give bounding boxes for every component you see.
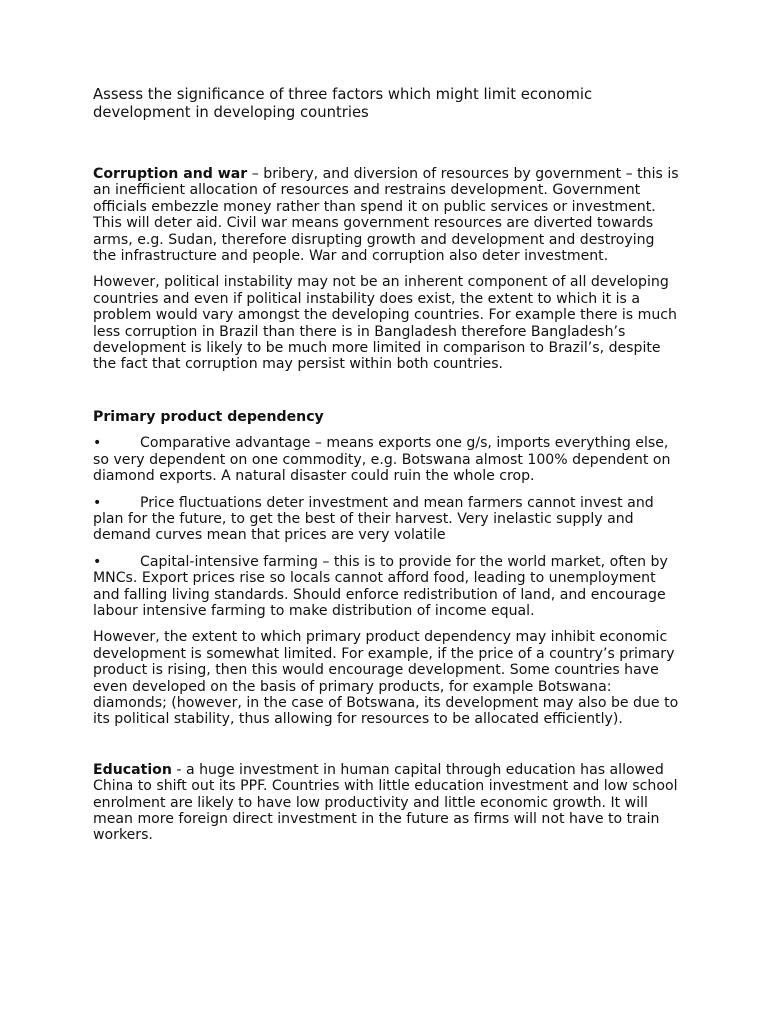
bullet-text: Price fluctuations deter investment and mean farmers cannot invest and plan for the future, to get the best of their harvest. Very inelastic supply and demand curves mean that prices are very volatile bbox=[93, 494, 654, 544]
bullet-item bbox=[93, 435, 679, 484]
education-intro-text: - a huge investment in human capital through education has allowed China to shift out its PPF. Countries with little education investment and low school enrolment are likely to have low productivity and little economic growth. It will mean more foreign direct investment in the future as firms will not have to train workers. bbox=[93, 761, 678, 844]
bullet-symbol: • bbox=[93, 553, 102, 570]
bullet-symbol: • bbox=[93, 494, 102, 511]
document-page bbox=[93, 86, 679, 854]
bullet-text: Comparative advantage – means exports one g/s, imports everything else, so very dependent on one commodity, e.g. Botswana almost 100% dependent on diamond exports. A natural disaster could ruin the whole crop. bbox=[93, 435, 671, 485]
bullet-item bbox=[93, 495, 679, 544]
primary-product-heading: Primary product dependency bbox=[93, 408, 324, 425]
corruption-intro-paragraph bbox=[93, 166, 679, 264]
bullet-symbol: • bbox=[93, 435, 102, 452]
corruption-heading: Corruption and war bbox=[93, 166, 248, 182]
corruption-intro-text: – bribery, and diversion of resources by government – this is an inefficient allocation of resources and restrains development. Government officials embezzle money rather than spend it on public services or investment. This will deter aid. Civil war means government resources are diverted towards arms, e.g. Sudan, therefore disrupting growth and development and destroying the infrastructure and people. War and corruption also deter investment. bbox=[93, 166, 679, 265]
education-paragraph bbox=[93, 762, 679, 844]
education-heading: Education bbox=[93, 761, 172, 778]
corruption-evaluation-paragraph: However, political instability may not be an inherent component of all developing countries and even if political instability does exist, the extent to which it is a problem would vary amongst the developing countries. For example there is much less corruption in Brazil than there is in Bangladesh therefore Bangladesh’s development is likely to be much more limited in comparison to Brazil’s, despite the fact that corruption may persist within both countries. bbox=[93, 274, 677, 373]
primary-product-evaluation-paragraph: However, the extent to which primary product dependency may inhibit economic development is somewhat limited. For example, if the price of a country’s primary product is rising, then this would encourage development. Some countries have even developed on the basis of primary products, for example Botswana: diamonds; (however, in the case of Botswana, its development may also be due to its political stability, thus allowing for resources to be allocated efficiently). bbox=[93, 629, 679, 728]
bullet-text: Capital-intensive farming – this is to provide for the world market, often by MNCs. Export prices rise so locals cannot afford food, leading to unemployment and falling living standards. Should enforce redistribution of land, and encourage labour intensive farming to make distribution of income equal. bbox=[93, 553, 668, 619]
bullet-item bbox=[93, 554, 679, 620]
essay-title: Assess the significance of three factors which might limit economic development in developing countries bbox=[93, 86, 593, 121]
